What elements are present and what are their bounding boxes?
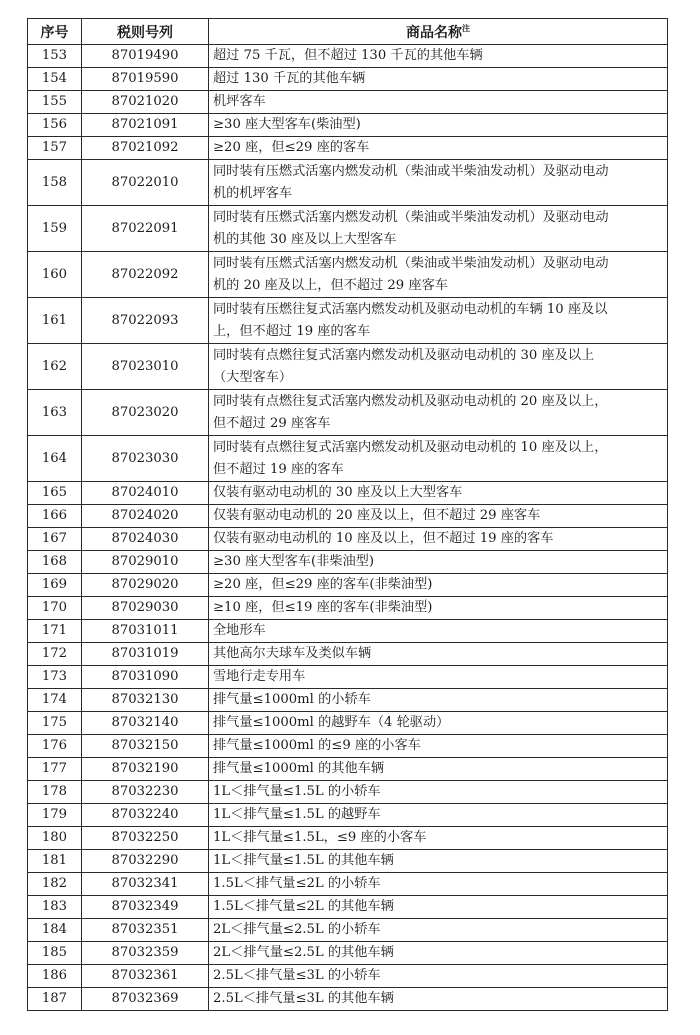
row-tariff-code: 87024030 — [82, 528, 209, 551]
goods-name-line: 1L＜排气量≤1.5L，≤9 座的小客车 — [213, 830, 427, 845]
table-row — [28, 114, 668, 137]
row-seq: 187 — [28, 988, 82, 1011]
goods-name-line: 同时装有点燃往复式活塞内燃发动机及驱动电动机的 20 座及以上， — [213, 393, 608, 409]
table-row — [28, 735, 668, 758]
table-row — [28, 689, 668, 712]
row-goods-name — [209, 344, 668, 390]
row-seq: 161 — [28, 298, 82, 344]
table-row — [28, 344, 668, 390]
row-goods-name — [209, 712, 668, 735]
row-tariff-code: 87029010 — [82, 551, 209, 574]
table-row — [28, 551, 668, 574]
row-goods-name — [209, 551, 668, 574]
row-seq: 172 — [28, 643, 82, 666]
goods-name-line: 2L＜排气量≤2.5L 的小轿车 — [213, 922, 381, 937]
row-seq: 179 — [28, 804, 82, 827]
row-seq: 176 — [28, 735, 82, 758]
table-row — [28, 643, 668, 666]
goods-name-line: 机的机坪客车 — [213, 185, 293, 201]
row-tariff-code: 87022092 — [82, 252, 209, 298]
row-goods-name — [209, 45, 668, 68]
table-row — [28, 620, 668, 643]
goods-name-line: 仅装有驱动电动机的 10 座及以上，但不超过 19 座的客车 — [213, 531, 554, 546]
row-goods-name — [209, 965, 668, 988]
row-tariff-code: 87032351 — [82, 919, 209, 942]
row-seq: 158 — [28, 160, 82, 206]
header-name-label: 商品名称 — [406, 24, 462, 41]
row-goods-name — [209, 942, 668, 965]
row-goods-name — [209, 896, 668, 919]
row-tariff-code: 87032341 — [82, 873, 209, 896]
table-row — [28, 942, 668, 965]
row-seq: 175 — [28, 712, 82, 735]
row-goods-name — [209, 850, 668, 873]
row-tariff-code: 87021092 — [82, 137, 209, 160]
row-goods-name — [209, 735, 668, 758]
table-row — [28, 68, 668, 91]
row-seq: 171 — [28, 620, 82, 643]
row-seq: 185 — [28, 942, 82, 965]
goods-name-line: 排气量≤1000ml 的≤9 座的小客车 — [213, 738, 421, 753]
goods-name-line: 仅装有驱动电动机的 20 座及以上，但不超过 29 座客车 — [213, 508, 541, 523]
goods-name-line: 2.5L＜排气量≤3L 的小轿车 — [213, 968, 381, 983]
row-tariff-code: 87032361 — [82, 965, 209, 988]
goods-name-line: 其他高尔夫球车及类似车辆 — [213, 646, 372, 661]
row-tariff-code: 87024020 — [82, 505, 209, 528]
goods-name-line: ≥10 座，但≤19 座的客车(非柴油型) — [213, 600, 433, 615]
goods-name-line: 排气量≤1000ml 的越野车（4 轮驱动） — [213, 715, 450, 730]
row-seq: 169 — [28, 574, 82, 597]
row-seq: 166 — [28, 505, 82, 528]
row-tariff-code: 87032230 — [82, 781, 209, 804]
goods-name-line: 雪地行走专用车 — [213, 669, 306, 684]
table-row — [28, 574, 668, 597]
goods-name-line: 排气量≤1000ml 的小轿车 — [213, 692, 371, 707]
goods-name-line: 上，但不超过 19 座的客车 — [213, 323, 371, 339]
row-goods-name — [209, 390, 668, 436]
row-goods-name — [209, 574, 668, 597]
goods-name-line: 全地形车 — [213, 623, 266, 638]
tariff-table — [27, 18, 668, 1011]
table-row — [28, 390, 668, 436]
row-goods-name — [209, 436, 668, 482]
table-row — [28, 666, 668, 689]
row-goods-name — [209, 91, 668, 114]
row-seq: 154 — [28, 68, 82, 91]
row-goods-name — [209, 597, 668, 620]
row-goods-name — [209, 988, 668, 1011]
goods-name-line: 但不超过 29 座客车 — [213, 415, 331, 431]
table-row — [28, 482, 668, 505]
row-tariff-code: 87021091 — [82, 114, 209, 137]
table-row — [28, 528, 668, 551]
goods-name-line: ≥30 座大型客车(非柴油型) — [213, 554, 374, 569]
row-seq: 165 — [28, 482, 82, 505]
table-header — [28, 19, 668, 45]
table-row — [28, 850, 668, 873]
goods-name-line: 1.5L＜排气量≤2L 的其他车辆 — [213, 899, 394, 914]
row-tariff-code: 87031090 — [82, 666, 209, 689]
table-row — [28, 827, 668, 850]
header-name-note: 注 — [462, 22, 470, 33]
goods-name-line: （大型客车） — [213, 369, 293, 385]
table-row — [28, 597, 668, 620]
row-seq: 167 — [28, 528, 82, 551]
row-goods-name — [209, 68, 668, 91]
header-code: 税则号列 — [82, 19, 209, 45]
table-row — [28, 91, 668, 114]
row-tariff-code: 87031019 — [82, 643, 209, 666]
table-row — [28, 873, 668, 896]
goods-name-line: ≥20 座，但≤29 座的客车(非柴油型) — [213, 577, 433, 592]
row-tariff-code: 87023020 — [82, 390, 209, 436]
row-tariff-code: 87019590 — [82, 68, 209, 91]
goods-name-line: 1L＜排气量≤1.5L 的小轿车 — [213, 784, 381, 799]
row-tariff-code: 87022010 — [82, 160, 209, 206]
row-tariff-code: 87032240 — [82, 804, 209, 827]
table-row — [28, 505, 668, 528]
row-seq: 168 — [28, 551, 82, 574]
table-row — [28, 919, 668, 942]
row-goods-name — [209, 137, 668, 160]
table-row — [28, 436, 668, 482]
row-goods-name — [209, 298, 668, 344]
row-seq: 173 — [28, 666, 82, 689]
row-tariff-code: 87032140 — [82, 712, 209, 735]
row-tariff-code: 87032290 — [82, 850, 209, 873]
goods-name-line: 1L＜排气量≤1.5L 的越野车 — [213, 807, 381, 822]
row-goods-name — [209, 160, 668, 206]
row-goods-name — [209, 643, 668, 666]
row-goods-name — [209, 666, 668, 689]
row-tariff-code: 87019490 — [82, 45, 209, 68]
row-goods-name — [209, 482, 668, 505]
row-tariff-code: 87032150 — [82, 735, 209, 758]
row-seq: 159 — [28, 206, 82, 252]
row-goods-name — [209, 528, 668, 551]
goods-name-line: 同时装有压燃往复式活塞内燃发动机及驱动电动机的车辆 10 座及以 — [213, 301, 608, 317]
goods-name-line: 超过 130 千瓦的其他车辆 — [213, 71, 366, 86]
goods-name-line: 1L＜排气量≤1.5L 的其他车辆 — [213, 853, 394, 868]
table-row — [28, 160, 668, 206]
row-goods-name — [209, 781, 668, 804]
table-row — [28, 988, 668, 1011]
goods-name-line: 同时装有压燃式活塞内燃发动机（柴油或半柴油发动机）及驱动电动 — [213, 163, 609, 179]
goods-name-line: 同时装有点燃往复式活塞内燃发动机及驱动电动机的 30 座及以上 — [213, 347, 595, 363]
goods-name-line: ≥30 座大型客车(柴油型) — [213, 117, 361, 132]
goods-name-line: 机坪客车 — [213, 94, 266, 109]
row-seq: 162 — [28, 344, 82, 390]
table-row — [28, 804, 668, 827]
row-seq: 155 — [28, 91, 82, 114]
row-seq: 163 — [28, 390, 82, 436]
row-goods-name — [209, 804, 668, 827]
row-seq: 170 — [28, 597, 82, 620]
goods-name-line: 机的 20 座及以上，但不超过 29 座客车 — [213, 277, 448, 293]
row-seq: 156 — [28, 114, 82, 137]
goods-name-line: 同时装有压燃式活塞内燃发动机（柴油或半柴油发动机）及驱动电动 — [213, 255, 609, 271]
row-tariff-code: 87032250 — [82, 827, 209, 850]
row-goods-name — [209, 620, 668, 643]
row-seq: 160 — [28, 252, 82, 298]
header-name — [209, 19, 668, 45]
row-seq: 164 — [28, 436, 82, 482]
goods-name-line: 超过 75 千瓦，但不超过 130 千瓦的其他车辆 — [213, 48, 483, 63]
row-tariff-code: 87032349 — [82, 896, 209, 919]
goods-name-line: 机的其他 30 座及以上大型客车 — [213, 231, 397, 247]
table-body — [28, 45, 668, 1011]
goods-name-line: 2.5L＜排气量≤3L 的其他车辆 — [213, 991, 394, 1006]
row-goods-name — [209, 206, 668, 252]
row-seq: 181 — [28, 850, 82, 873]
row-tariff-code: 87032190 — [82, 758, 209, 781]
row-goods-name — [209, 505, 668, 528]
row-seq: 174 — [28, 689, 82, 712]
row-seq: 183 — [28, 896, 82, 919]
table-row — [28, 206, 668, 252]
goods-name-line: ≥20 座，但≤29 座的客车 — [213, 140, 370, 155]
table-row — [28, 298, 668, 344]
goods-name-line: 仅装有驱动电动机的 30 座及以上大型客车 — [213, 485, 463, 500]
table-row — [28, 712, 668, 735]
row-tariff-code: 87032130 — [82, 689, 209, 712]
goods-name-line: 但不超过 19 座的客车 — [213, 461, 344, 477]
table-row — [28, 758, 668, 781]
row-goods-name — [209, 919, 668, 942]
goods-name-line: 排气量≤1000ml 的其他车辆 — [213, 761, 385, 776]
row-tariff-code: 87031011 — [82, 620, 209, 643]
row-seq: 157 — [28, 137, 82, 160]
row-tariff-code: 87023010 — [82, 344, 209, 390]
table-row — [28, 137, 668, 160]
row-tariff-code: 87032359 — [82, 942, 209, 965]
row-seq: 153 — [28, 45, 82, 68]
goods-name-line: 2L＜排气量≤2.5L 的其他车辆 — [213, 945, 394, 960]
row-seq: 177 — [28, 758, 82, 781]
table-row — [28, 965, 668, 988]
row-seq: 178 — [28, 781, 82, 804]
row-seq: 184 — [28, 919, 82, 942]
row-tariff-code: 87022091 — [82, 206, 209, 252]
row-goods-name — [209, 114, 668, 137]
row-tariff-code: 87021020 — [82, 91, 209, 114]
table-row — [28, 896, 668, 919]
goods-name-line: 同时装有压燃式活塞内燃发动机（柴油或半柴油发动机）及驱动电动 — [213, 209, 609, 225]
row-goods-name — [209, 827, 668, 850]
row-goods-name — [209, 252, 668, 298]
row-tariff-code: 87029030 — [82, 597, 209, 620]
header-row — [28, 19, 668, 45]
row-seq: 182 — [28, 873, 82, 896]
header-seq: 序号 — [28, 19, 82, 45]
row-tariff-code: 87024010 — [82, 482, 209, 505]
row-goods-name — [209, 758, 668, 781]
table-row — [28, 252, 668, 298]
row-goods-name — [209, 689, 668, 712]
row-tariff-code: 87032369 — [82, 988, 209, 1011]
goods-name-line: 1.5L＜排气量≤2L 的小轿车 — [213, 876, 381, 891]
goods-name-line: 同时装有点燃往复式活塞内燃发动机及驱动电动机的 10 座及以上， — [213, 439, 608, 455]
row-seq: 180 — [28, 827, 82, 850]
row-goods-name — [209, 873, 668, 896]
table-row — [28, 45, 668, 68]
row-tariff-code: 87023030 — [82, 436, 209, 482]
row-tariff-code: 87029020 — [82, 574, 209, 597]
row-tariff-code: 87022093 — [82, 298, 209, 344]
row-seq: 186 — [28, 965, 82, 988]
table-row — [28, 781, 668, 804]
